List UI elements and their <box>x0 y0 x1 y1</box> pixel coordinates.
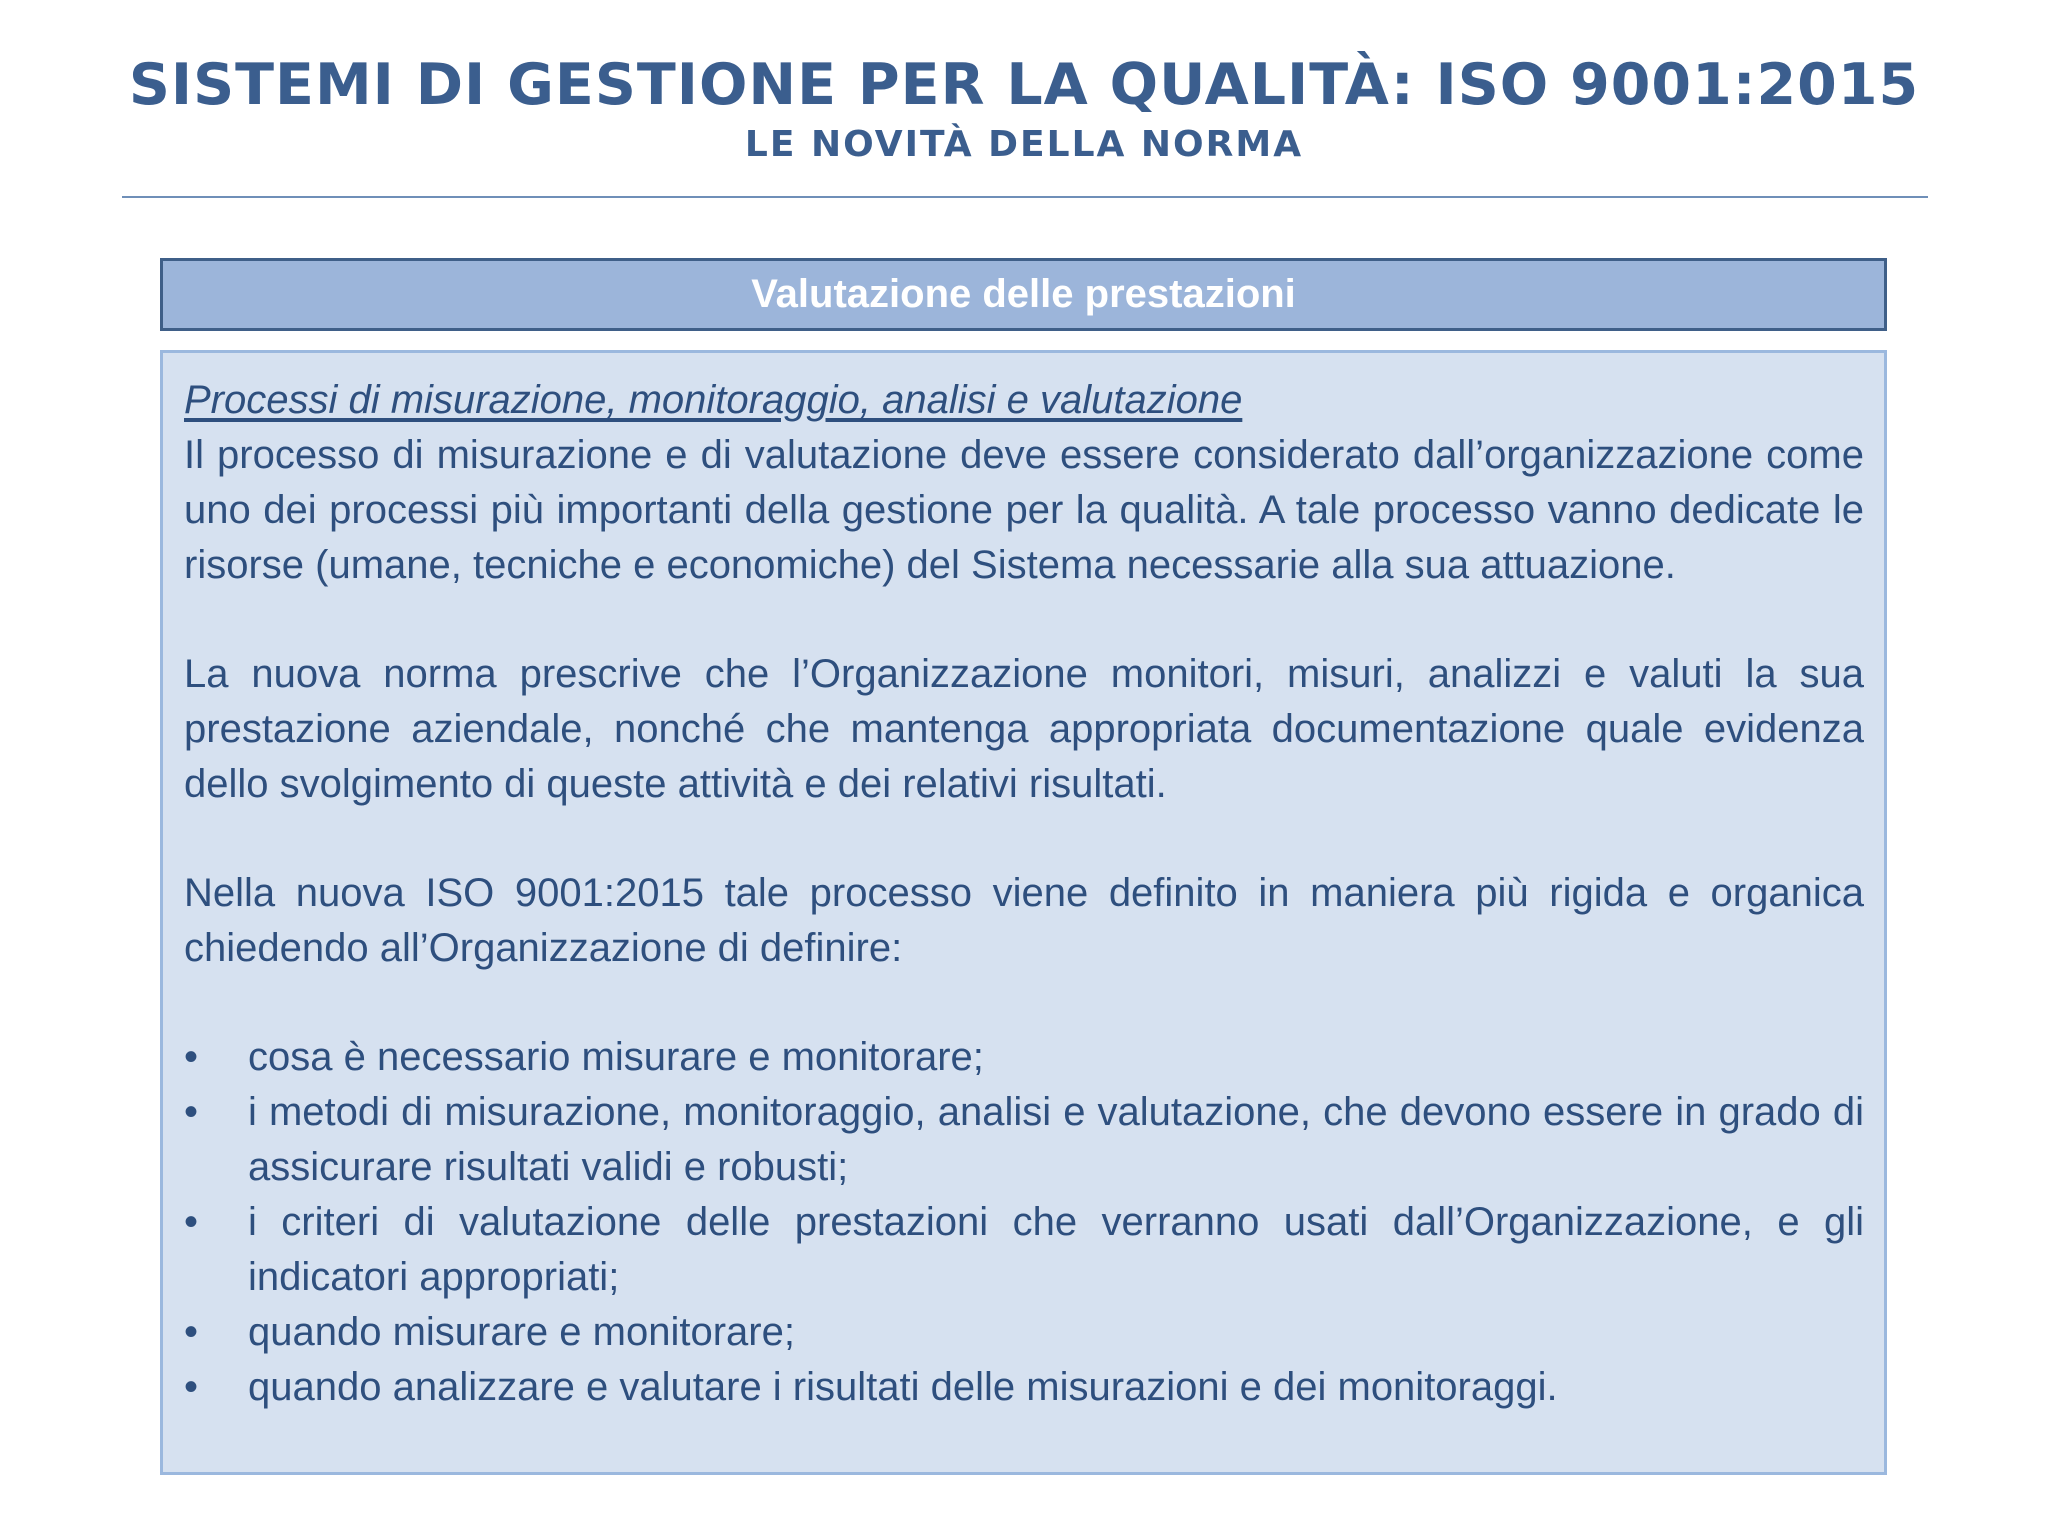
list-item-text: i metodi di misurazione, monitoraggio, analisi e valutazione, che devono essere in grado di assicurare risultati validi e robusti; <box>248 1090 1864 1189</box>
paragraph-requirements: La nuova norma prescrive che l’Organizzazione monitori, misuri, analizzi e valuti la sua prestazione aziendale, nonché che mantenga appropriata documentazione quale evidenza dello svolgimento di queste attività e dei relativi risultati. <box>184 652 1864 806</box>
paragraph-intro: Il processo di misurazione e di valutazione deve essere considerato dall’organizzazione come uno dei processi più importanti della gestione per la qualità. A tale processo vanno dedicate le risorse (umane, tecniche e economiche) del Sistema necessarie alla sua attuazione. <box>184 433 1864 587</box>
content-heading: Processi di misurazione, monitoraggio, analisi e valutazione <box>184 378 1243 422</box>
list-item-text: quando misurare e monitorare; <box>248 1310 795 1354</box>
section-title: Valutazione delle prestazioni <box>751 272 1296 316</box>
section-title-bar <box>160 258 1887 331</box>
list-item <box>184 1030 1864 1085</box>
bullet-icon: • <box>184 1200 199 1244</box>
content-box <box>160 350 1887 1475</box>
page-title: SISTEMI DI GESTIONE PER LA QUALITÀ: ISO 9001:2015 <box>128 52 1920 118</box>
spacer <box>184 593 1864 647</box>
bullet-icon: • <box>184 1090 199 1134</box>
list-item <box>184 1085 1864 1195</box>
list-item-text: quando analizzare e valutare i risultati delle misurazioni e dei monitoraggi. <box>248 1365 1558 1409</box>
header-divider <box>122 196 1928 198</box>
paragraph-definitions: Nella nuova ISO 9001:2015 tale processo viene definito in maniera più rigida e organica chiedendo all’Organizzazione di definire: <box>184 871 1864 970</box>
list-item <box>184 1195 1864 1305</box>
bullet-icon: • <box>184 1035 199 1079</box>
list-item-text: i criteri di valutazione delle prestazioni che verranno usati dall’Organizzazione, e gli indicatori appropriati; <box>248 1200 1864 1299</box>
requirements-list <box>184 1030 1864 1415</box>
bullet-icon: • <box>184 1365 199 1409</box>
bullet-icon: • <box>184 1310 199 1354</box>
spacer <box>184 976 1864 1030</box>
list-item <box>184 1305 1864 1360</box>
spacer <box>184 812 1864 866</box>
list-item-text: cosa è necessario misurare e monitorare; <box>248 1035 984 1079</box>
page-subtitle: LE NOVITÀ DELLA NORMA <box>744 124 1304 165</box>
list-item <box>184 1360 1864 1415</box>
